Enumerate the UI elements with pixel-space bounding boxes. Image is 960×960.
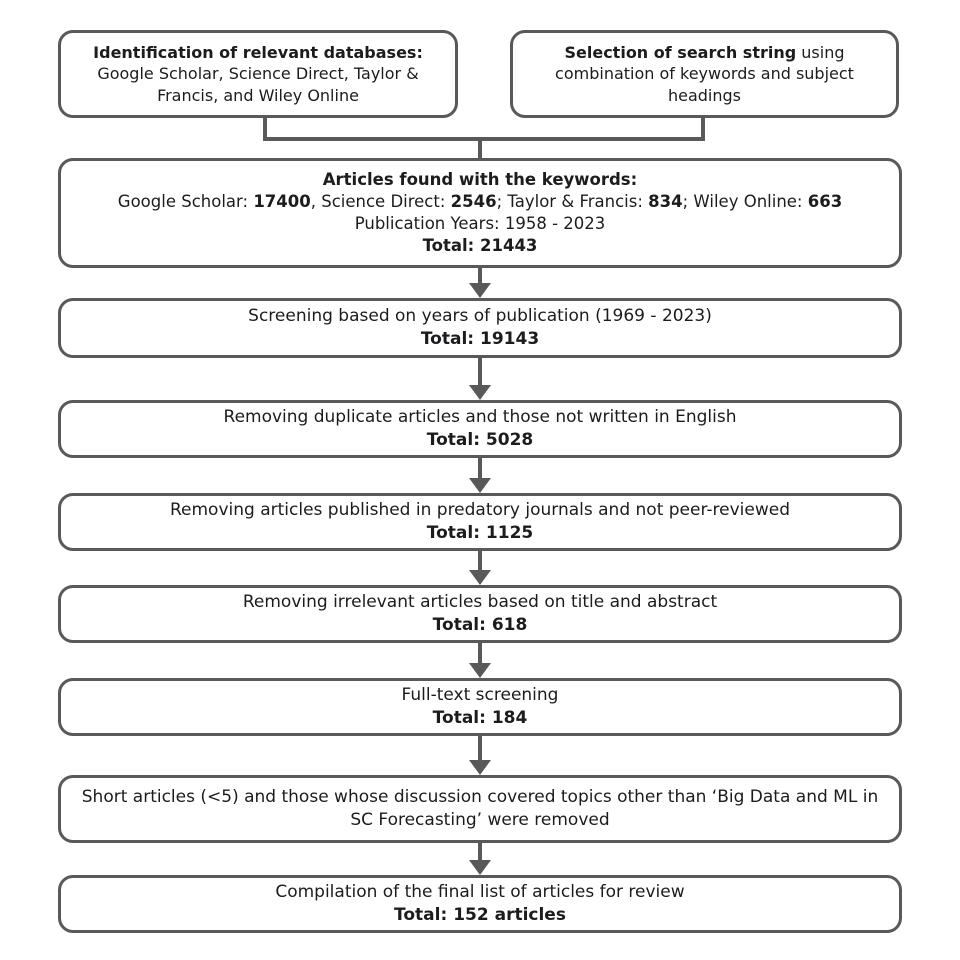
source-label: Google Scholar:	[117, 192, 254, 212]
arrow-line	[478, 551, 482, 570]
box-remove-duplicates	[58, 400, 902, 458]
box-search-string	[510, 30, 899, 118]
articles-found-years-line: Publication Years: 1958 - 2023	[354, 214, 606, 233]
articles-found-total: Total: 21443	[422, 235, 538, 255]
arrow-down-icon	[469, 283, 491, 298]
box-short-articles-removed	[58, 775, 902, 843]
down-arrow-connector	[469, 551, 491, 585]
source-count: 17400	[253, 192, 311, 212]
search-string-text	[529, 42, 880, 106]
merge-connector-horizontal-line	[263, 137, 705, 141]
arrow-line	[478, 736, 482, 760]
box-identification-databases	[58, 30, 458, 118]
box-fulltext-screening	[58, 678, 902, 736]
arrow-line	[478, 843, 482, 860]
source-count: 2546	[450, 192, 497, 212]
box-remove-predatory	[58, 493, 902, 551]
step-text: Removing articles published in predatory journals and not peer-reviewed	[169, 500, 790, 521]
down-arrow-connector	[469, 268, 491, 298]
identification-heading: Identification of relevant databases:	[93, 42, 423, 62]
box-remove-irrelevant	[58, 585, 902, 643]
arrow-line	[478, 643, 482, 663]
step-text: Removing irrelevant articles based on title and abstract	[242, 592, 718, 613]
arrow-down-icon	[469, 760, 491, 775]
arrow-line	[478, 268, 482, 283]
source-count: 834	[648, 192, 683, 212]
source-label: Wiley Online:	[693, 192, 808, 212]
identification-body: Google Scholar, Science Direct, Taylor & Francis, and Wiley Online	[97, 64, 419, 105]
step-total: Total: 152 articles	[394, 905, 566, 925]
down-arrow-connector	[469, 458, 491, 493]
step-total: Total: 618	[432, 615, 528, 635]
source-label: Science Direct:	[321, 192, 451, 212]
box-screening-years	[58, 298, 902, 358]
articles-found-heading: Articles found with the keywords:	[322, 170, 638, 190]
arrow-line	[478, 458, 482, 478]
box-articles-found	[58, 158, 902, 268]
step-total: Total: 184	[432, 708, 528, 728]
articles-found-sources-line	[118, 191, 842, 213]
arrow-down-icon	[469, 860, 491, 875]
merge-connector-stem-line	[478, 141, 482, 159]
source-count: 663	[807, 192, 843, 212]
search-string-body: using combination of keywords and subject headings	[555, 42, 854, 105]
down-arrow-connector	[469, 736, 491, 775]
arrow-down-icon	[469, 663, 491, 678]
step-total: Total: 5028	[426, 430, 534, 450]
source-label: Taylor & Francis:	[507, 192, 649, 212]
source-separator: ;	[496, 192, 508, 212]
step-text: Full-text screening	[401, 685, 559, 706]
step-text: Compilation of the final list of articles for review	[275, 882, 685, 903]
down-arrow-connector	[469, 358, 491, 400]
arrow-down-icon	[469, 570, 491, 585]
step-text: Removing duplicate articles and those not written in English	[223, 407, 737, 428]
arrow-line	[478, 358, 482, 385]
step-total: Total: 1125	[426, 523, 534, 543]
source-separator: ;	[682, 192, 694, 212]
arrow-down-icon	[469, 385, 491, 400]
identification-text	[77, 42, 439, 106]
down-arrow-connector	[469, 643, 491, 678]
source-separator: ,	[310, 192, 322, 212]
down-arrow-connector	[469, 843, 491, 875]
step-total: Total: 19143	[420, 329, 540, 349]
search-string-heading: Selection of search string	[564, 42, 797, 62]
box-final-compilation	[58, 875, 902, 933]
arrow-down-icon	[469, 478, 491, 493]
step-text: Screening based on years of publication (1969 - 2023)	[248, 306, 712, 327]
step-text: Short articles (<5) and those whose discussion covered topics other than ‘Big Data and ML in SC Forecasting’ were removed	[81, 787, 879, 830]
